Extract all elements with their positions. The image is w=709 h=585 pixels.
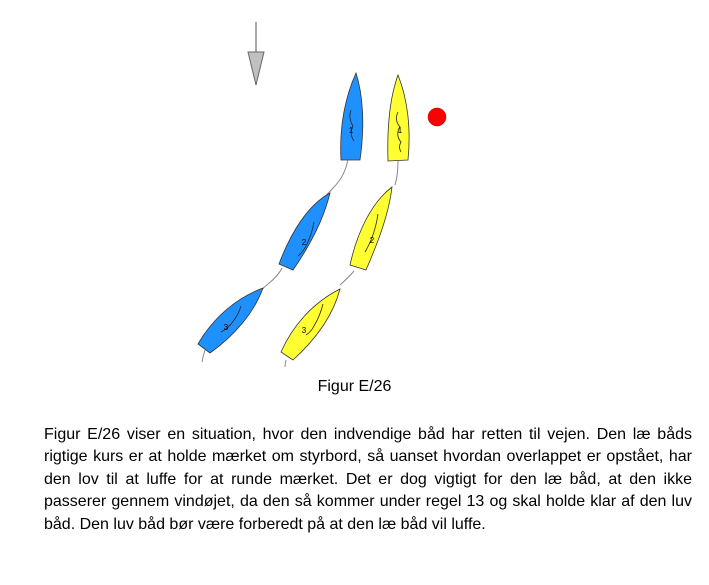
svg-text:2: 2 <box>301 238 307 247</box>
blue-boat-1 <box>198 288 263 353</box>
blue-boat-2 <box>279 193 330 270</box>
wind-direction-arrow-icon <box>248 22 264 85</box>
yellow-boat-2 <box>350 187 392 270</box>
svg-text:1: 1 <box>348 126 354 135</box>
svg-text:2: 2 <box>369 236 375 245</box>
mark-buoy-icon <box>428 108 446 126</box>
yellow-boat-1 <box>281 289 340 360</box>
figure-caption: Figur E/26 <box>317 378 392 395</box>
blue-boat-3 <box>341 73 363 160</box>
yellow-boat-3 <box>388 75 409 161</box>
body-paragraph: Figur E/26 viser en situation, hvor den indvendige båd har retten til vejen. Den læ båds rigtige kurs er at holde mærket om styrbord, så uanset hvordan overlappet er opstået, har den lov til at luffe for at runde mærket. Det er dog vigtigt for den læ båd, at den ikke passerer gennem vindøjet, da den så kommer under regel 13 og skal holde klar af den luv båd. Den luv båd bør være forberedt på at den læ båd vil luffe. <box>44 426 692 533</box>
svg-text:3: 3 <box>223 323 229 332</box>
svg-text:1: 1 <box>397 126 403 135</box>
svg-text:3: 3 <box>301 326 307 335</box>
